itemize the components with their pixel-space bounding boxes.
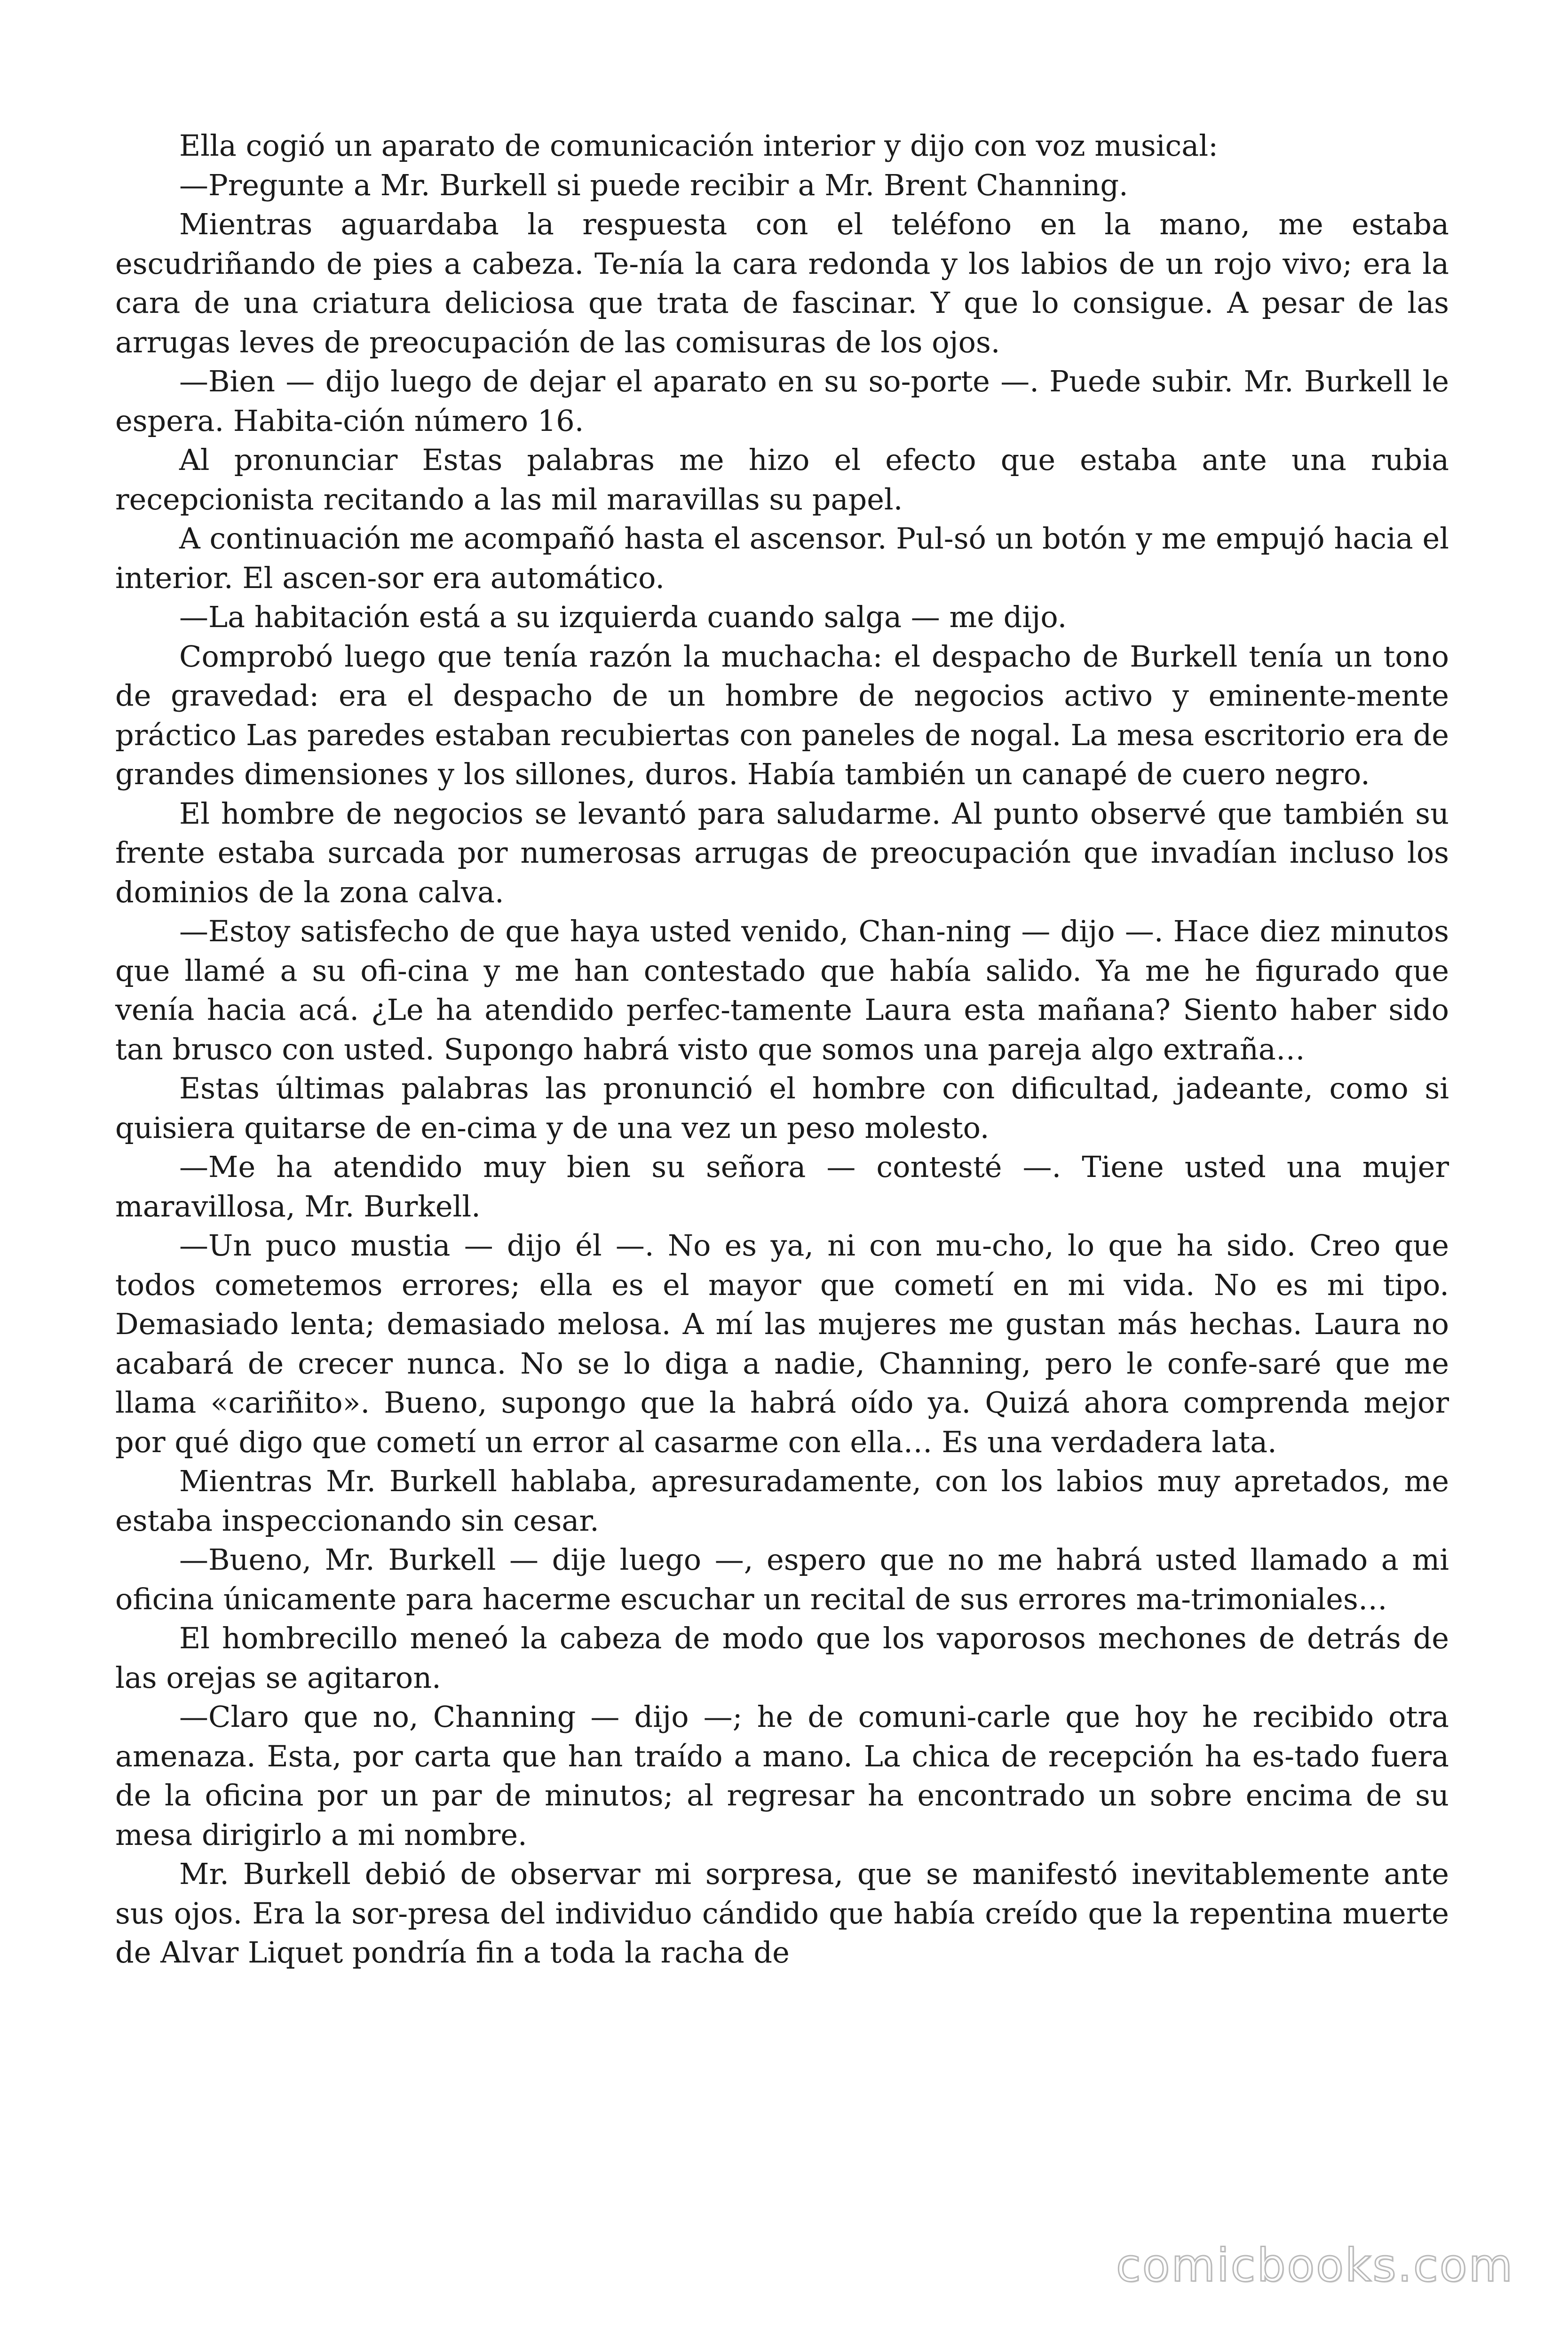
paragraph-8: Comprobó luego que tenía razón la muchacha: el despacho de Burkell tenía un tono de gravedad: era el despacho de un hombre de negocios activo y eminente-mente práctico Las paredes estaban recubiertas con paneles de nogal. La mesa escritorio era de grandes dimensiones y los sillones, duros. Había también un canapé de cuero negro. [115, 639, 1449, 791]
body-text [115, 126, 1449, 1972]
watermark-logo: comicbooks.com [1116, 2239, 1514, 2292]
paragraph-6: A continuación me acompañó hasta el ascensor. Pul-só un botón y me empujó hacia el interior. El ascen-sor era automático. [115, 521, 1449, 595]
paragraph-10: —Estoy satisfecho de que haya usted venido, Chan-ning — dijo —. Hace diez minutos que llamé a su ofi-cina y me han contestado que había salido. Ya me he figurado que venía hacia acá. ¿Le ha atendido perfec-tamente Laura esta mañana? Siento haber sido tan brusco con usted. Supongo habrá visto que somos una pareja algo extraña… [115, 914, 1449, 1066]
paragraph-15: —Bueno, Mr. Burkell — dije luego —, espero que no me habrá usted llamado a mi oficina únicamente para hacerme escuchar un recital de sus errores ma-trimoniales… [115, 1542, 1449, 1616]
paragraph-12: —Me ha atendido muy bien su señora — contesté —. Tiene usted una mujer maravillosa, Mr. Burkell. [115, 1150, 1449, 1224]
paragraph-14: Mientras Mr. Burkell hablaba, apresuradamente, con los labios muy apretados, me estaba inspeccionando sin cesar. [115, 1464, 1449, 1538]
paragraph-9: El hombre de negocios se levantó para saludarme. Al punto observé que también su frente estaba surcada por numerosas arrugas de preocupación que invadían incluso los dominios de la zona calva. [115, 796, 1449, 909]
paragraph-16: El hombrecillo meneó la cabeza de modo que los vaporosos mechones de detrás de las orejas se agitaron. [115, 1621, 1449, 1695]
paragraph-7: —La habitación está a su izquierda cuando salga — me dijo. [179, 600, 1067, 634]
paragraph-3: Mientras aguardaba la respuesta con el teléfono en la mano, me estaba escudriñando de pies a cabeza. Te-nía la cara redonda y los labios de un rojo vivo; era la cara de una criatura deliciosa que trata de fascinar. Y que lo consigue. A pesar de las arrugas leves de preocupación de las comisuras de los ojos. [115, 207, 1449, 359]
paragraph-13: —Un puco mustia — dijo él —. No es ya, ni con mu-cho, lo que ha sido. Creo que todos cometemos errores; ella es el mayor que cometí en mi vida. No es mi tipo. Demasiado lenta; demasiado melosa. A mí las mujeres me gustan más hechas. Laura no acabará de crecer nunca. No se lo diga a nadie, Channing, pero le confe-saré que me llama «cariñito». Bueno, supongo que la habrá oído ya. Quizá ahora comprenda mejor por qué digo que cometí un error al casarme con ella… Es una verdadera lata. [115, 1228, 1449, 1459]
paragraph-17: —Claro que no, Channing — dijo —; he de comuni-carle que hoy he recibido otra amenaza. Esta, por carta que han traído a mano. La chica de recepción ha es-tado fuera de la oficina por un par de minutos; al regresar ha encontrado un sobre encima de su mesa dirigirlo a mi nombre. [115, 1700, 1449, 1852]
paragraph-5: Al pronunciar Estas palabras me hizo el efecto que estaba ante una rubia recepcionista recitando a las mil maravillas su papel. [115, 443, 1449, 516]
paragraph-4: —Bien — dijo luego de dejar el aparato en su so-porte —. Puede subir. Mr. Burkell le espera. Habita-ción número 16. [115, 364, 1449, 438]
paragraph-1: Ella cogió un aparato de comunicación interior y dijo con voz musical: [179, 128, 1218, 163]
paragraph-2: —Pregunte a Mr. Burkell si puede recibir a Mr. Brent Channing. [179, 167, 1128, 202]
paragraph-18: Mr. Burkell debió de observar mi sorpresa, que se manifestó inevitablemente ante sus ojos. Era la sor-presa del individuo cándido que había creído que la repentina muerte de Alvar Liquet pondría fin a toda la racha de [115, 1857, 1449, 1970]
paragraph-11: Estas últimas palabras las pronunció el hombre con dificultad, jadeante, como si quisiera quitarse de en-cima y de una vez un peso molesto. [115, 1071, 1449, 1145]
